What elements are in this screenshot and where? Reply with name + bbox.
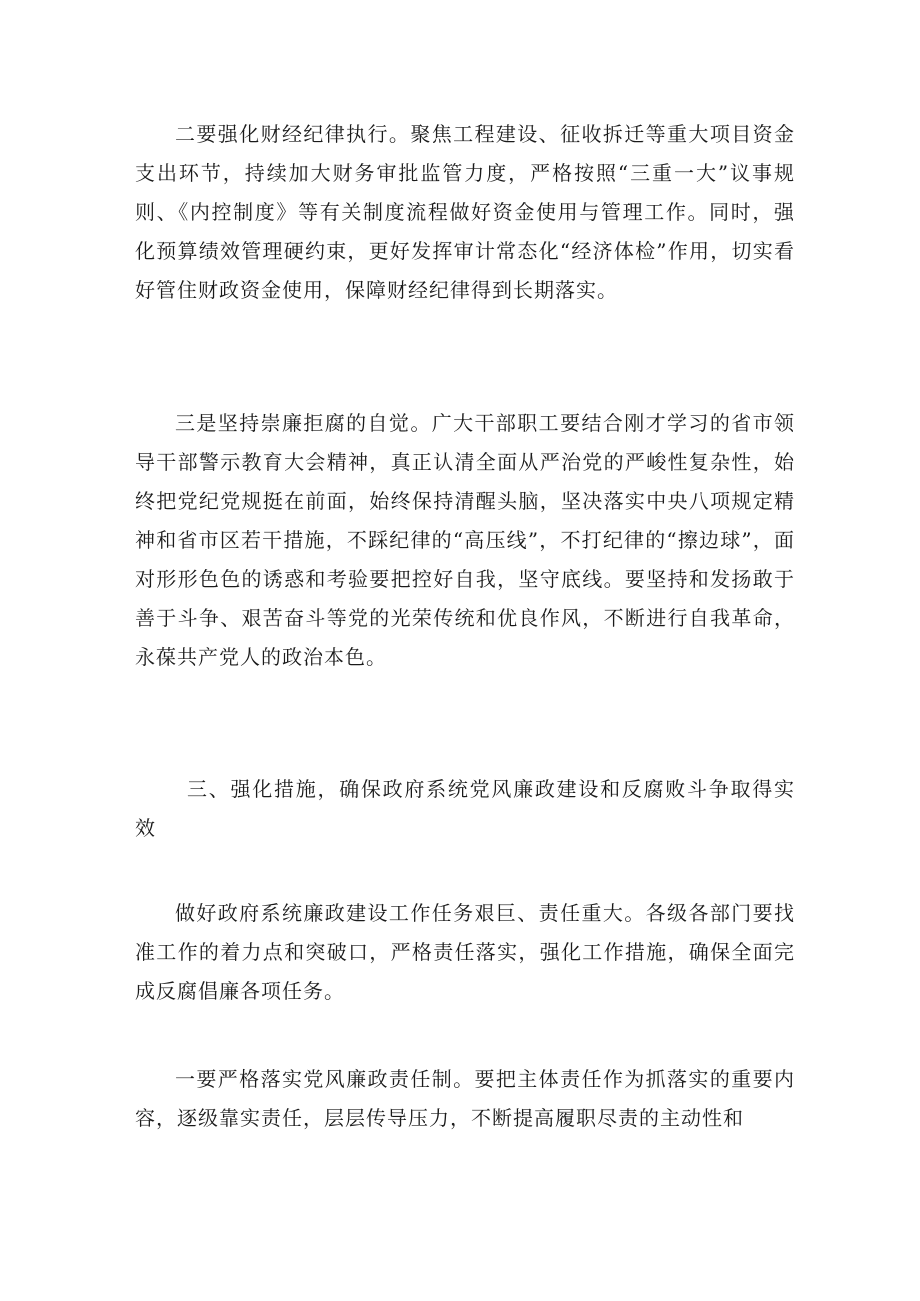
paragraph-responsibility-system: 一要严格落实党风廉政责任制。要把主体责任作为抓落实的重要内容，逐级靠实责任，层层传导压力，不断提高履职尽责的主动性和	[135, 1067, 795, 1130]
paragraph-integrity-awareness: 三是坚持崇廉拒腐的自觉。广大干部职工要结合刚才学习的省市领导干部警示教育大会精神，真正认清全面从严治党的严峻性复杂性，始终把党纪党规挺在前面，始终保持清醒头脑，坚决落实中央八项规定精神和省市区若干措施，不踩纪律的“高压线”，不打纪律的“擦边球”，面对形形色色的诱惑和考验要把控好自我，坚守底线。要坚持和发扬敢于善于斗争、艰苦奋斗等党的光荣传统和优良作风，不断进行自我革命，永葆共产党人的政治本色。	[135, 411, 795, 669]
section-heading: 三、强化措施，确保政府系统党风廉政建设和反腐败斗争取得实效	[135, 777, 795, 840]
paragraph-section-intro: 做好政府系统廉政建设工作任务艰巨、责任重大。各级各部门要找准工作的着力点和突破口，严格责任落实，强化工作措施，确保全面完成反腐倡廉各项任务。	[135, 901, 795, 1003]
paragraph-financial-discipline: 二要强化财经纪律执行。聚焦工程建设、征收拆迁等重大项目资金支出环节，持续加大财务审批监管力度，严格按照“三重一大”议事规则、《内控制度》等有关制度流程做好资金使用与管理工作。同时，强化预算绩效管理硬约束，更好发挥审计常态化“经济体检”作用，切实看好管住财政资金使用，保障财经纪律得到长期落实。	[135, 122, 795, 302]
